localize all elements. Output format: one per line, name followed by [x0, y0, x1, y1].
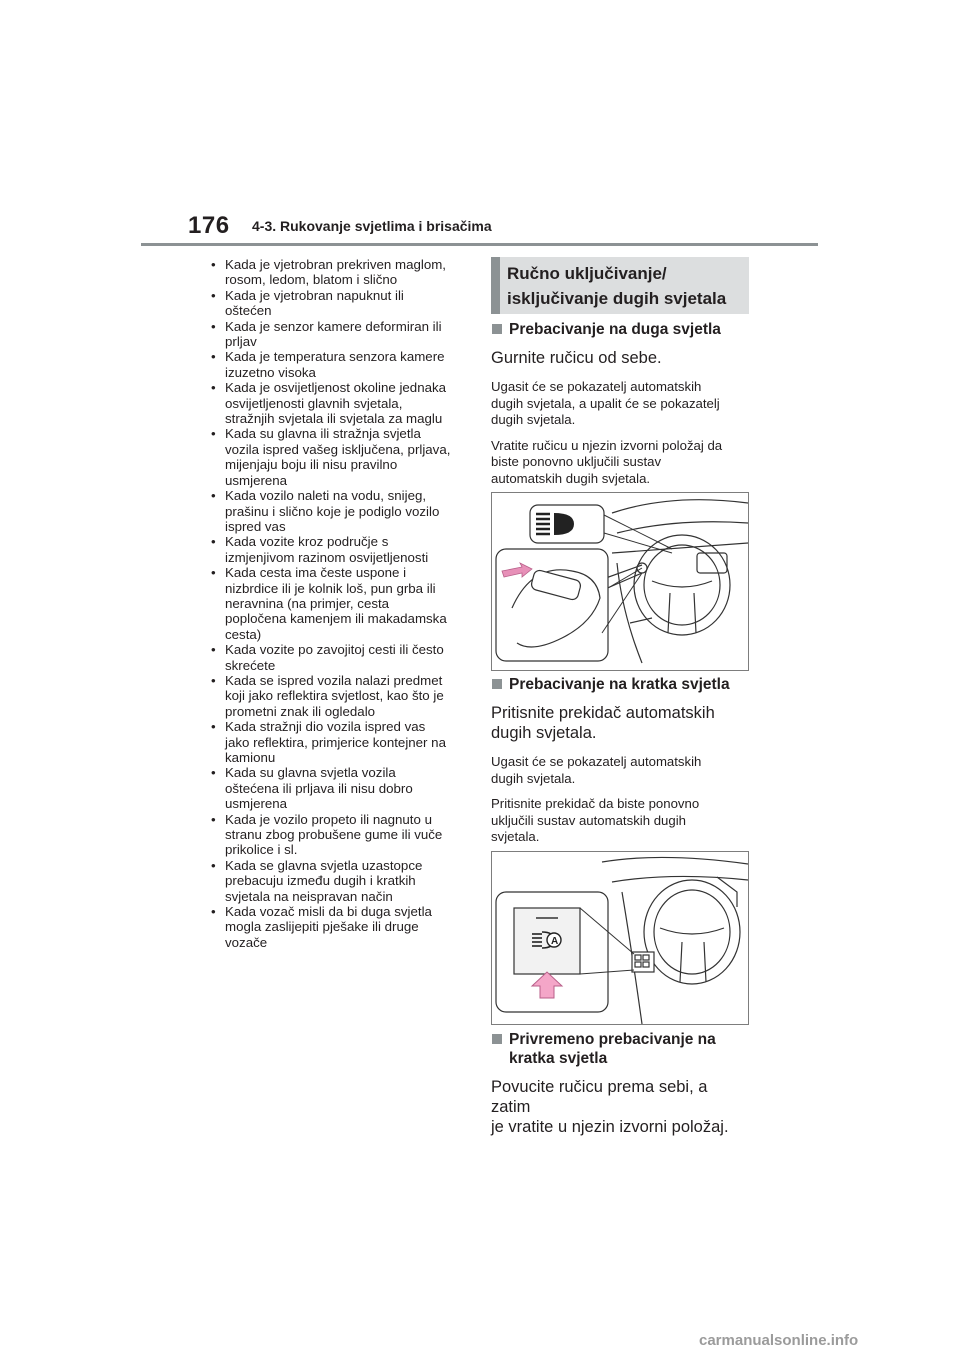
condition-list-item: [211, 488, 467, 534]
left-column: [211, 257, 467, 950]
condition-line: Kada je osvijetljenost okoline jednaka: [225, 380, 447, 396]
heading-accent-bar: [491, 257, 500, 314]
condition-line: Kada vozilo naleti na vodu, snijeg,: [225, 488, 427, 504]
subsection-heading: [491, 320, 749, 339]
condition-line: Kada stražnji dio vozila ispred vas: [225, 719, 426, 735]
note-line: dugih svjetala.: [491, 770, 576, 786]
condition-list-item: [211, 904, 467, 950]
condition-list-item: [211, 288, 467, 319]
bullet-dot-icon: •: [211, 426, 216, 442]
condition-list-item: [211, 257, 467, 288]
condition-line: Kada se glavna svjetla uzastopce: [225, 857, 423, 873]
condition-line: osvijetljenosti glavnih svjetala,: [225, 395, 403, 411]
condition-line: oštećena ili prljava ili nisu dobro: [225, 780, 413, 796]
subsection-low-beam: [491, 675, 749, 846]
instruction-text: [491, 1077, 749, 1137]
condition-line: Kada je temperatura senzora kamere: [225, 349, 445, 365]
condition-line: skrećete: [225, 657, 276, 673]
auto-high-beam-switch-icon: [496, 892, 634, 1012]
square-bullet-icon: [492, 1034, 502, 1044]
instruction-text: [491, 703, 749, 743]
section-heading-box: [491, 257, 749, 314]
condition-line: Kada su glavna svjetla vozila: [225, 765, 396, 781]
condition-line: Kada je senzor kamere deformiran ili: [225, 318, 442, 334]
note-line: Pritisnite prekidač da biste ponovno: [491, 796, 700, 811]
bullet-dot-icon: •: [211, 565, 216, 581]
note-line: Ugasit će se pokazatelj automatskih: [491, 379, 702, 394]
condition-line: ispred vas: [225, 518, 286, 534]
condition-line: jako reflektira, primjerice kontejner na: [225, 734, 446, 750]
note-line: svjetala.: [491, 829, 540, 844]
condition-line: Kada je vjetrobran prekriven maglom,: [225, 257, 446, 272]
instruction-line: dugih svjetala.: [491, 724, 597, 742]
condition-line: stražnjih svjetala ili svjetala za maglu: [225, 411, 443, 427]
condition-line: Kada vozite po zavojitoj cesti ili često: [225, 642, 444, 658]
bullet-dot-icon: •: [211, 534, 216, 550]
note-line: biste ponovno uključili sustav: [491, 454, 662, 469]
figure-auto-high-beam-switch: [491, 851, 749, 1025]
bullet-dot-icon: •: [211, 318, 216, 334]
bullet-dot-icon: •: [211, 811, 216, 827]
condition-line: neravnina (na primjer, cesta: [225, 595, 390, 611]
condition-list-item: [211, 565, 467, 642]
bullet-dot-icon: •: [211, 380, 216, 396]
condition-line: prljav: [225, 334, 257, 350]
condition-list-item: [211, 319, 467, 350]
condition-line: usmjerena: [225, 472, 288, 488]
condition-line: prometni znak ili ogledalo: [225, 703, 376, 719]
condition-line: Kada je vjetrobran napuknut ili: [225, 287, 404, 303]
subsection-temporary-low-beam: [491, 1030, 749, 1137]
bullet-dot-icon: •: [211, 257, 216, 272]
instruction-line: Povucite ručicu prema sebi, a zatim: [491, 1078, 708, 1116]
square-bullet-icon: [492, 679, 502, 689]
condition-line: nizbrdice ili je kolnik loš, pun grba ili: [225, 580, 436, 596]
condition-line: popločena kamenjem ili makadamska: [225, 611, 447, 627]
bullet-dot-icon: •: [211, 719, 216, 735]
subsection-heading-text: Prebacivanje na kratka svjetla: [509, 676, 730, 693]
condition-list-item: [211, 426, 467, 488]
bullet-dot-icon: •: [211, 857, 216, 873]
lever-closeup: [496, 549, 642, 661]
subsection-heading-text: Prebacivanje na duga svjetla: [509, 321, 721, 338]
condition-list-item: [211, 534, 467, 565]
condition-list-item: [211, 349, 467, 380]
note-line: uključili sustav automatskih dugih: [491, 812, 686, 828]
note-line: dugih svjetala, a upalit će se pokazatelj: [491, 395, 720, 411]
note-line: Ugasit će se pokazatelj automatskih: [491, 754, 702, 769]
section-heading: [507, 261, 726, 311]
condition-list: [211, 257, 467, 950]
note-text: [491, 438, 749, 488]
condition-line: prikolice i sl.: [225, 842, 298, 858]
bullet-dot-icon: •: [211, 642, 216, 658]
section-heading-line: Ručno uključivanje/: [507, 264, 667, 283]
bullet-dot-icon: •: [211, 904, 216, 920]
condition-line: izuzetno visoka: [225, 364, 316, 380]
condition-list-item: [211, 812, 467, 858]
header-rule: [141, 243, 818, 246]
right-column: [491, 257, 749, 1136]
bullet-dot-icon: •: [211, 765, 216, 781]
condition-list-item: [211, 765, 467, 811]
note-line: Vratite ručicu u njezin izvorni položaj da: [491, 437, 723, 453]
bullet-dot-icon: •: [211, 672, 216, 688]
condition-line: koji jako reflektira svjetlost, kao što je: [225, 688, 444, 704]
condition-line: prebacuju između dugih i kratkih: [225, 873, 416, 889]
page-number: 176: [188, 212, 230, 239]
condition-line: vozače: [225, 934, 268, 950]
condition-line: usmjerena: [225, 796, 288, 812]
condition-line: kamionu: [225, 750, 276, 765]
instruction-text: Gurnite ručicu od sebe.: [491, 349, 662, 367]
condition-list-item: [211, 858, 467, 904]
condition-line: vozila ispred vašeg isključena, prljava,: [225, 441, 451, 457]
condition-line: cesta): [225, 626, 262, 642]
instruction-line: Pritisnite prekidač automatskih: [491, 704, 715, 722]
subsection-heading: [491, 1030, 749, 1068]
condition-line: Kada vozač misli da bi duga svjetla: [225, 904, 432, 920]
instruction-line: je vratite u njezin izvorni položaj.: [491, 1118, 729, 1136]
condition-line: Kada se ispred vozila nalazi predmet: [225, 672, 443, 688]
condition-line: stranu zbog probušene gume ili vuče: [225, 827, 443, 843]
note-line: dugih svjetala.: [491, 412, 576, 427]
condition-line: oštećen: [225, 303, 272, 319]
figure-lever-push: [491, 492, 749, 671]
high-beam-indicator-icon: [530, 505, 672, 553]
condition-list-item: [211, 642, 467, 673]
condition-line: mijenjaju boju ili nisu pravilno: [225, 457, 398, 473]
subsection-heading-line: Privremeno prebacivanje na: [509, 1031, 716, 1048]
condition-line: rosom, ledom, blatom i slično: [225, 272, 398, 288]
bullet-dot-icon: •: [211, 488, 216, 504]
watermark: carmanualsonline.info: [699, 1332, 859, 1349]
condition-line: Kada su glavna ili stražnja svjetla: [225, 426, 421, 442]
condition-list-item: [211, 673, 467, 719]
bullet-dot-icon: •: [211, 287, 216, 303]
condition-line: Kada je vozilo propeto ili nagnuto u: [225, 811, 432, 827]
note-text: [491, 796, 749, 846]
condition-line: svjetala na neispravan način: [225, 888, 393, 904]
switch-letter: A: [551, 936, 559, 947]
condition-line: Kada cesta ima česte uspone i: [225, 565, 407, 581]
section-heading-line: isključivanje dugih svjetala: [507, 289, 727, 308]
note-text: [491, 754, 749, 787]
condition-line: Kada vozite kroz područje s: [225, 534, 389, 550]
condition-line: izmjenjivom razinom osvijetljenosti: [225, 549, 429, 565]
square-bullet-icon: [492, 324, 502, 334]
note-text: [491, 379, 749, 429]
condition-list-item: [211, 380, 467, 426]
condition-list-item: [211, 719, 467, 765]
subsection-heading-line: kratka svjetla: [509, 1050, 608, 1067]
note-line: automatskih dugih svjetala.: [491, 470, 651, 486]
bullet-dot-icon: •: [211, 349, 216, 365]
condition-line: mogla zaslijepiti pješake ili druge: [225, 919, 419, 935]
condition-line: prašinu i slično koje je podiglo vozilo: [225, 503, 440, 519]
section-title: 4-3. Rukovanje svjetlima i brisačima: [252, 218, 492, 234]
subsection-high-beam: [491, 320, 749, 487]
subsection-heading: [491, 675, 749, 694]
